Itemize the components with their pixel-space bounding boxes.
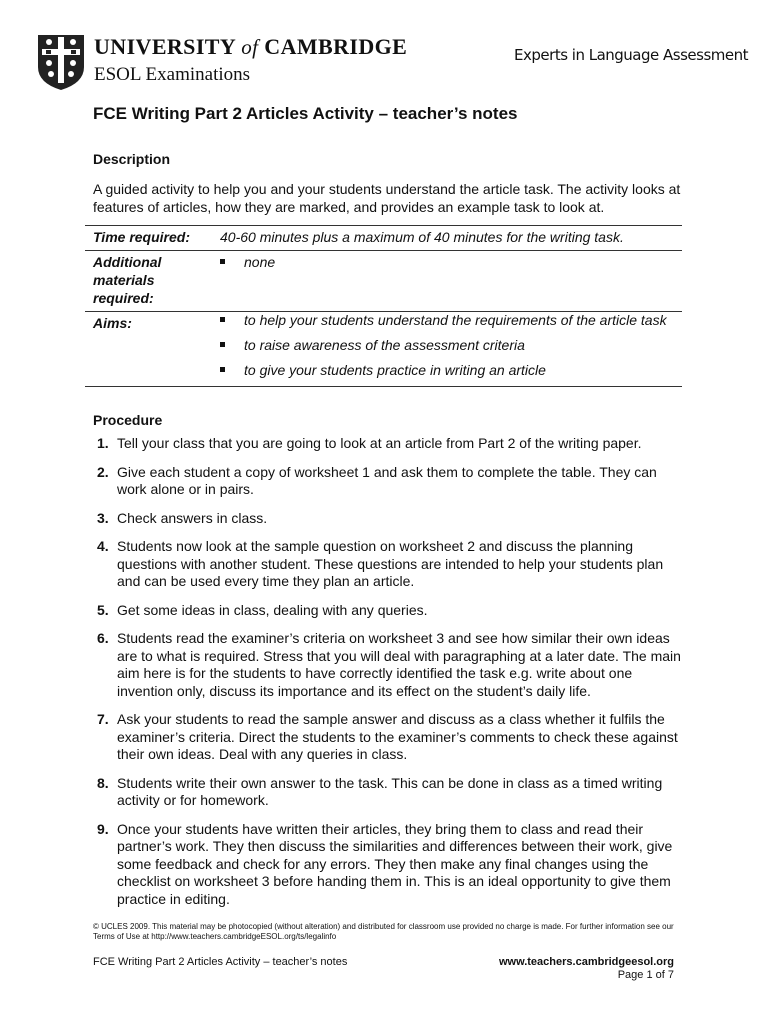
row-label-time: Time required: [93,229,190,245]
procedure-item: 1. Tell your class that you are going to look at an article from Part 2 of the writing paper. [97,435,642,451]
footer-title: FCE Writing Part 2 Articles Activity – teacher’s notes [93,956,348,968]
list-item: to help your students understand the requirements of the article task [220,311,680,329]
procedure-item: 6. Students read the examiner’s criteria on worksheet 3 and see how similar their own ideas are to what is required. Stress that you will deal with paragraphing at a later date. The main aim here is for the students to have correctly identified the task e.g. write about one invention only, discuss its importance and its effect on the student’s daily life. [97,630,681,699]
procedure-list [93,435,683,919]
procedure-item: 7. Ask your students to read the sample answer and discuss as a class whether it fulfils the examiner’s criteria. Direct the students to the examiner’s comments to check these against their own ideas. Deal with any queries in class. [97,711,678,762]
row-label-materials: Additional materials required: [93,254,162,306]
procedure-item: 9. Once your students have written their articles, they bring them to class and read their partner’s work. They then discuss the similarities and differences between their work, give some feedback and check for any errors. They then make any final changes using the checklist on worksheet 3 before handing them in. This is an ideal opportunity to give them practice in editing. [97,820,673,907]
row-value-aims [220,311,680,386]
page-header [36,30,748,86]
footer-url[interactable]: www.teachers.cambridgeesol.org [498,956,674,968]
procedure-item: 4. Students now look at the sample question on worksheet 2 and discuss the planning questions with another student. These questions are intended to help your students plan and can be used every time they plan an article. [97,538,664,589]
list-item: to raise awareness of the assessment criteria [220,336,680,354]
bullet-icon [220,317,225,322]
procedure-item: 8. Students write their own answer to the task. This can be done in class as a timed writing activity or for homework. [97,774,663,808]
university-name: UNIVERSITY of CAMBRIDGE [94,34,408,59]
bullet-icon [220,259,225,264]
bullet-icon [220,342,225,347]
table-row-materials [85,250,682,311]
row-label-aims: Aims: [93,315,132,331]
procedure-item: 5. Get some ideas in class, dealing with any queries. [97,601,428,618]
bullet-icon [220,367,225,372]
list-item: none [220,253,680,271]
cambridge-crest-icon [36,33,86,91]
description-heading: Description [93,151,171,167]
tagline: Experts in Language Assessment [514,46,748,64]
page-number: Page 1 of 7 [617,969,674,981]
table-row-aims [85,311,682,386]
copyright-notice: © UCLES 2009. This material may be photocopied (without alteration) and distributed for classroom use provided no charge is made. For further information see our Terms of Use at http://www.teachers.cambridgeESOL.org/ts/legalinfo [93,922,674,941]
row-value-time: 40-60 minutes plus a maximum of 40 minutes for the writing task. [220,229,624,245]
description-text: A guided activity to help you and your students understand the article task. The activity looks at features of articles, how they are marked, and provides an example task to look at. [93,181,681,215]
table-rule [85,386,682,387]
esol-subtitle: ESOL Examinations [94,64,251,85]
footer-right [499,956,674,982]
document-title: FCE Writing Part 2 Articles Activity – teacher’s notes [93,104,518,123]
procedure-item: 2. Give each student a copy of worksheet 1 and ask them to complete the table. They can work alone or in pairs. [97,463,657,497]
procedure-heading: Procedure [93,412,163,428]
table-row-time [85,225,682,250]
procedure-item: 3. Check answers in class. [97,509,268,526]
list-item: to give your students practice in writing an article [220,361,680,379]
row-value-materials [220,253,680,278]
